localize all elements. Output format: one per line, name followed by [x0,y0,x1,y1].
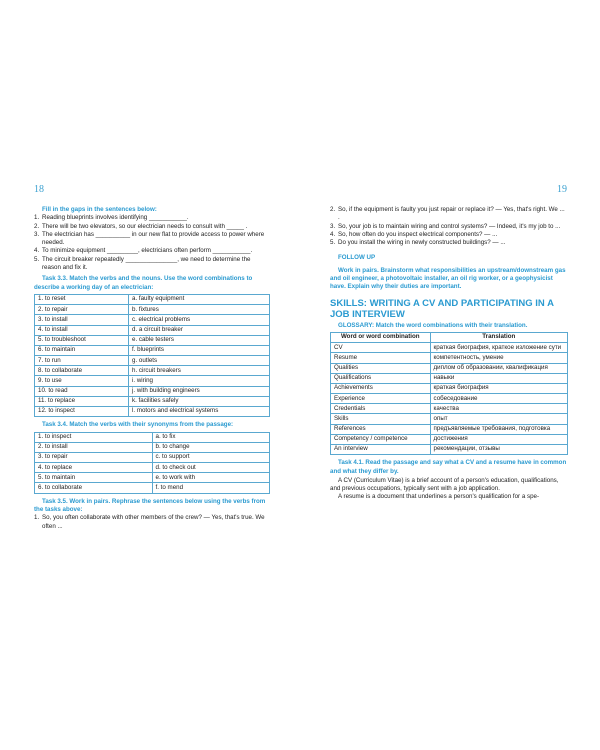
list-item-number: 5. [330,239,336,247]
table-cell-left: References [331,424,431,434]
list-item-text: So, your job is to maintain wiring and control systems? — Indeed, it's my job to ... [338,222,561,230]
glossary-heading: GLOSSARY: Match the word combinations with their translation. [338,321,528,329]
table-cell-left: 2. to repair [35,305,129,315]
table-cell-right: c. electrical problems [129,315,270,325]
table-row [35,325,270,335]
table-row [35,386,270,396]
table-row [35,442,270,452]
table-cell-right: краткая биография, краткое изложение сути [430,343,567,353]
table-cell-left: 10. to read [35,386,129,396]
table-cell-left: 6. to collaborate [35,483,153,493]
table-cell-right: b. fixtures [129,305,270,315]
table-row [35,396,270,406]
list-item-number: 4. [330,230,336,238]
table-cell-right: компетентность, умение [430,353,567,363]
table-cell-left: 7. to run [35,356,129,366]
table-cell-left: Qualifications [331,373,431,383]
list-item-text: So, if the equipment is faulty you just repair or replace it? — Yes, that's right. We ... . [338,206,565,222]
table-cell-left: 1. to reset [35,294,129,304]
list-item-text: Do you install the wiring in newly constructed buildings? — ... [338,239,506,247]
table-row [35,473,270,483]
page-number-right: 19 [557,184,567,195]
follow-up-text: Work in pairs. Brainstorm what responsibilities an upstream/downstream gas and oil engineer, a photovoltaic installer, an oil rig worker, or a geophysicist have. Explain why their duties are important. [330,266,566,291]
table-cell-left: 6. to maintain [35,345,129,355]
list-item-text: To minimize equipment _________, electricians often perform ___________. [42,247,253,255]
table-cell-right: a. faulty equipment [129,294,270,304]
task-4-1-paragraph-2: A resume is a document that underlines a person's qualification for a spe- [338,493,540,501]
table-cell-left: 3. to repair [35,452,153,462]
table-cell-left: 8. to collaborate [35,366,129,376]
table-cell-right: e. to work with [152,473,270,483]
table-row [35,335,270,345]
table-cell-right: j. with building engineers [129,386,270,396]
table-cell-left: 5. to maintain [35,473,153,483]
table-row [35,463,270,473]
list-item-text: The electrician has __________ in our new flat to provide access to power where needed. [42,230,265,247]
table-cell-right: собеседование [430,394,567,404]
list-item-text: The circuit breaker repeatedly _______________, we need to determine the reason and fix it. [42,255,251,272]
table-cell-right: d. a circuit breaker [129,325,270,335]
table-row [331,424,568,434]
table-cell-right: f. blueprints [129,345,270,355]
glossary-table [330,332,568,455]
table-cell-right: i. wiring [129,376,270,386]
task-3-4-heading: Task 3.4. Match the verbs with their synonyms from the passage: [42,421,234,429]
table-cell-right: краткая биография [430,383,567,393]
table-row [35,432,270,442]
table-cell-right: диплом об образовании, квалификация [430,363,567,373]
table-cell-left: Achievements [331,383,431,393]
task-4-1-paragraph-1: A CV (Curriculum Vitae) is a brief account of a person's education, qualifications, and previous occupations, typically sent with a job application. [330,476,559,493]
table-row [35,345,270,355]
glossary-col-translation: Translation [430,332,567,342]
table-cell-right: c. to support [152,452,270,462]
table-cell-left: 11. to replace [35,396,129,406]
list-item-text: So, how often do you inspect electrical components? — ... [338,230,498,238]
table-cell-right: b. to change [152,442,270,452]
table-cell-left: 9. to use [35,376,129,386]
table-cell-right: a. to fix [152,432,270,442]
table-cell-right: e. cable testers [129,335,270,345]
task-3-3-heading: Task 3.3. Match the verbs and the nouns. Use the word combinations to describe a working day of an electrician: [34,275,253,291]
table-row [331,414,568,424]
fill-gaps-list [34,214,270,272]
table-cell-left: 4. to install [35,325,129,335]
table-row [35,294,270,304]
table-row [331,353,568,363]
table-row [35,407,270,417]
list-item [34,231,270,248]
table-cell-left: CV [331,343,431,353]
table-row [331,363,568,373]
table-row [35,376,270,386]
table-cell-right: опыт [430,414,567,424]
table-row [35,356,270,366]
table-row [331,404,568,414]
right-page [330,206,568,502]
skills-title: SKILLS: WRITING A CV AND PARTICIPATING IN A JOB INTERVIEW [330,297,554,320]
follow-up-heading: FOLLOW UP [338,254,376,262]
list-item [34,256,270,273]
list-item [330,231,568,239]
table-cell-right: предъявляемые требования, подготовка [430,424,567,434]
table-cell-right: качества [430,404,567,414]
task-3-3-table [34,294,270,417]
table-cell-right: f. to mend [152,483,270,493]
list-item-number: 1. [34,514,40,522]
page-number-left: 18 [34,184,44,195]
table-cell-left: 1. to inspect [35,432,153,442]
table-row [331,373,568,383]
list-item-number: 1. [34,214,40,222]
list-item-text: So, you often collaborate with other members of the crew? — Yes, that's true. We often ... [42,514,265,530]
table-row [35,452,270,462]
table-row [35,305,270,315]
list-item-number: 3. [330,222,336,230]
table-row [331,394,568,404]
table-cell-left: Experience [331,394,431,404]
table-row [331,445,568,455]
table-cell-left: Credentials [331,404,431,414]
task-3-4-table [34,432,270,494]
table-row [35,315,270,325]
table-cell-left: 3. to install [35,315,129,325]
table-cell-right: рекомендации, отзывы [430,445,567,455]
table-cell-right: навыки [430,373,567,383]
list-item [330,223,568,231]
list-item-number: 2. [34,222,40,230]
list-item [34,514,270,531]
fill-gaps-heading: Fill in the gaps in the sentences below: [42,206,157,213]
table-cell-left: Skills [331,414,431,424]
list-item-text: Reading blueprints involves identifying ___________. [42,214,189,222]
list-item-number: 2. [330,206,336,213]
task-3-5-continued-list [330,206,568,247]
table-cell-right: g. outlets [129,356,270,366]
table-cell-right: достижения [430,434,567,444]
glossary-col-word: Word or word combination [331,332,431,342]
table-cell-left: Qualities [331,363,431,373]
list-item-number: 4. [34,247,40,255]
list-item [330,239,568,247]
table-cell-left: Competency / competence [331,434,431,444]
table-cell-right: k. facilities safely [129,396,270,406]
task-3-5-heading: Task 3.5. Work in pairs. Rephrase the sentences below using the verbs from the tasks above: [34,497,266,513]
table-row [331,434,568,444]
table-cell-left: Resume [331,353,431,363]
table-cell-left: 12. to inspect [35,407,129,417]
list-item [330,206,568,223]
list-item-text: There will be two elevators, so our electrician needs to consult with _____ . [42,222,248,230]
table-row [35,366,270,376]
task-4-1-heading: Task 4.1. Read the passage and say what a CV and a resume have in common and what they differ by. [330,459,567,475]
list-item [34,223,270,231]
list-item [34,214,270,222]
list-item [34,247,270,255]
table-row [35,483,270,493]
table-row [331,383,568,393]
table-cell-right: h. circuit breakers [129,366,270,376]
table-row [331,343,568,353]
task-3-5-list [34,514,270,531]
table-cell-left: 2. to install [35,442,153,452]
table-cell-right: d. to check out [152,463,270,473]
table-cell-left: An interview [331,445,431,455]
table-cell-right: l. motors and electrical systems [129,407,270,417]
table-cell-left: 4. to replace [35,463,153,473]
left-page [34,206,270,534]
table-cell-left: 5. to troubleshoot [35,335,129,345]
list-item-number: 3. [34,230,40,238]
list-item-number: 5. [34,255,40,263]
